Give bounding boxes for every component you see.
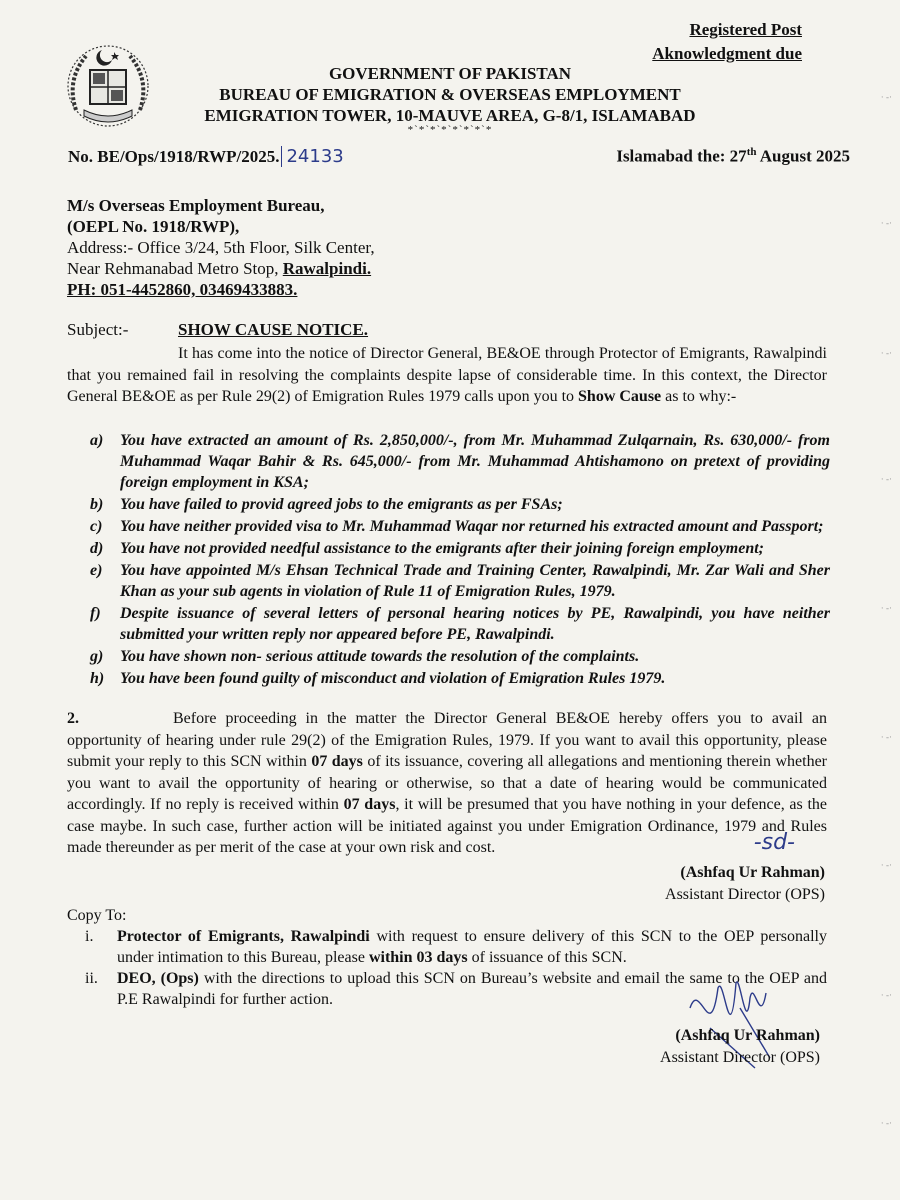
scan-speck: · -·	[880, 990, 892, 1000]
signature-block-2	[660, 1025, 820, 1069]
state-emblem-icon	[62, 40, 154, 132]
copy-to-label: Copy To:	[67, 907, 127, 924]
scan-speck: · -·	[880, 603, 892, 613]
allegation-text: You have been found guilty of misconduct and violation of Emigration Rules 1979.	[120, 670, 666, 687]
date-suffix: August 2025	[756, 146, 850, 166]
allegation-letter: a)	[90, 432, 104, 449]
paragraph-2	[67, 708, 827, 859]
copy-to-text-part: with the directions to upload this SCN on Bureau’s website and email the same to the OEP and P.E Rawalpindi for further action.	[117, 970, 827, 1008]
allegation-item	[90, 430, 830, 493]
allegation-item	[90, 560, 830, 602]
allegation-text: You have not provided needful assistance to the emigrants after their joining foreign employment;	[120, 540, 765, 557]
allegation-letter: e)	[90, 562, 103, 579]
paragraph-2-text-c: of its issuance, covering all allegations and mentioning therein whether you want to avail the opportunity of hearing or otherwise, so that a date of hearing would be communicated accordingly. If no reply is received within	[67, 753, 828, 813]
scan-speck: · -·	[880, 348, 892, 358]
allegation-text: You have neither provided visa to Mr. Muhammad Waqar nor returned his extracted amount and Passport;	[120, 518, 824, 535]
copy-to-item	[67, 926, 827, 968]
paragraph-1-text: It has come into the notice of Director General, BE&OE through Protector of Emigrants, Rawalpindi that you remained fail in resolving the complaints despite lapse of considerable time. In this context, the Director General BE&OE as per Rule 29(2) of Emigration Rules 1979 calls upon you to	[67, 345, 827, 405]
letterhead-line-3: EMIGRATION TOWER, 10-MAUVE AREA, G-8/1, ISLAMABAD	[204, 106, 696, 125]
date-line	[616, 146, 850, 167]
scan-speck: · -·	[880, 92, 892, 102]
letterhead-line-1: GOVERNMENT OF PAKISTAN	[328, 64, 572, 83]
paragraph-1	[67, 343, 827, 408]
days-emphasis-1: 07 days	[311, 753, 363, 770]
scan-speck: · -·	[880, 732, 892, 742]
signatory-title-2: Assistant Director (OPS)	[660, 1049, 820, 1066]
allegation-item	[90, 494, 830, 515]
scan-speck: · -·	[880, 860, 892, 870]
allegations-list	[90, 430, 830, 690]
separator-stars: *`*`*`*`*`*`*`*	[407, 124, 493, 136]
allegation-text: You have failed to provid agreed jobs to the emigrants as per FSAs;	[120, 496, 563, 513]
subject-title: SHOW CAUSE NOTICE.	[178, 320, 369, 339]
copy-to-text	[117, 926, 827, 968]
copy-to-text-part: DEO, (Ops)	[117, 970, 199, 987]
handwritten-sd: -sd-	[753, 830, 795, 855]
scan-speck: · -·	[880, 474, 892, 484]
allegation-text: You have extracted an amount of Rs. 2,850,000/-, from Mr. Muhammad Zulqarnain, Rs. 630,000/- from Muhammad Waqar Bahir & Rs. 645,000/- from Mr. Muhammad Ahtishamono on pretext of providing foreign employment in KSA;	[120, 432, 830, 491]
copy-to-number: i.	[85, 928, 94, 945]
allegation-letter: d)	[90, 540, 104, 557]
allegation-item	[90, 603, 830, 645]
reference-number-text: No. BE/Ops/1918/RWP/2025.	[68, 147, 280, 166]
allegation-item	[90, 668, 830, 689]
allegation-item	[90, 538, 830, 559]
paragraph-2-text-e: , it will be presumed that you have nothing in your defence, as the case maybe. In such case, further action will be initiated against you under Emigration Ordinance, 1979 and Rules made thereunder as per merit of the case at your own risk and cost.	[67, 796, 827, 856]
handwritten-diary-number: 24133	[281, 146, 343, 167]
scan-speck: · -·	[880, 1118, 892, 1128]
paragraph-1-end: as to why:-	[661, 388, 737, 405]
copy-to-text-part: within 03 days	[368, 949, 468, 966]
addressee-phone: PH: 051-4452860, 03469433883.	[67, 280, 298, 299]
acknowledgment-due: Aknowledgment due	[652, 44, 802, 63]
allegation-letter: g)	[90, 648, 104, 665]
date-superscript: th	[746, 146, 757, 158]
allegation-text: You have shown non- serious attitude towards the resolution of the complaints.	[120, 648, 640, 665]
addressee-address-2	[67, 258, 375, 279]
letterhead	[150, 63, 750, 126]
allegation-letter: f)	[90, 605, 101, 622]
letterhead-line-2: BUREAU OF EMIGRATION & OVERSEAS EMPLOYMENT	[219, 85, 681, 104]
paragraph-2-number: 2.	[67, 710, 79, 727]
allegation-letter: h)	[90, 670, 105, 687]
addressee-address-1: Address:- Office 3/24, 5th Floor, Silk Center,	[67, 238, 375, 257]
addressee-block	[67, 195, 375, 300]
allegation-text: Despite issuance of several letters of personal hearing notices by PE, Rawalpindi, you have neither submitted your written reply nor appeared before PE, Rawalpindi.	[120, 605, 830, 643]
signatory-title-1: Assistant Director (OPS)	[665, 886, 825, 903]
signatory-name-1: (Ashfaq Ur Rahman)	[680, 864, 825, 881]
addressee-license: (OEPL No. 1918/RWP),	[67, 217, 240, 236]
signature-block-1	[665, 862, 825, 906]
addressee-name: M/s Overseas Employment Bureau,	[67, 196, 325, 215]
copy-to-text-part: with request to ensure delivery of this SCN to the OEP personally under intimation to this Bureau, please	[117, 928, 827, 966]
allegation-text: You have appointed M/s Ehsan Technical Trade and Training Center, Rawalpindi, Mr. Zar Wali and Sher Khan as your sub agents in violation of Rule 11 of Emigration Rules, 1979.	[120, 562, 830, 600]
address-city: Rawalpindi.	[282, 259, 372, 278]
postal-marks	[652, 18, 802, 66]
scan-speck: · -·	[880, 218, 892, 228]
signatory-name-2: (Ashfaq Ur Rahman)	[675, 1027, 820, 1044]
copy-to-text-part: Protector of Emigrants, Rawalpindi	[117, 928, 370, 945]
reference-number	[68, 146, 344, 167]
allegation-item	[90, 516, 830, 537]
paragraph-2-text-a: Before proceeding in the matter the Director General BE&OE hereby offers you to avail an opportunity of hearing under rule 29(2) of the Emigration Rules, 1979. If you want to avail this opportunity, please submit your reply to this SCN within	[67, 710, 827, 770]
allegation-letter: b)	[90, 496, 104, 513]
registered-post: Registered Post	[689, 20, 802, 39]
allegation-letter: c)	[90, 518, 103, 535]
days-emphasis-2: 07 days	[343, 796, 396, 813]
copy-to-text-part: of issuance of this SCN.	[467, 949, 627, 966]
subject-label: Subject:-	[67, 320, 129, 339]
copy-to-number: ii.	[85, 970, 98, 987]
address-2-text: Near Rehmanabad Metro Stop,	[67, 259, 283, 278]
show-cause-emphasis: Show Cause	[578, 388, 662, 405]
allegation-item	[90, 646, 830, 667]
date-prefix: Islamabad the: 27	[616, 146, 747, 166]
